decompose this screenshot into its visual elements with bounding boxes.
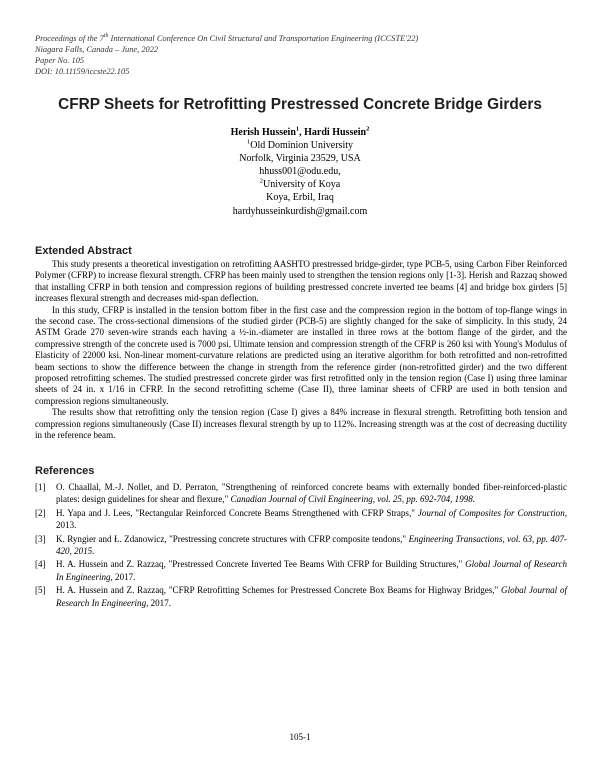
reference-item: [3] K. Ryngier and Ł. Zdanowicz, "Prestressing concrete structures with CFRP composite tendons," Engineering Transactions, vol. 63, pp. 407-420, 2015. [35, 533, 568, 557]
reference-list [35, 481, 567, 610]
abstract-body [35, 259, 567, 442]
author-block [0, 126, 600, 218]
affiliation-2-address: Koya, Erbil, Iraq [266, 192, 334, 204]
abstract-heading: Extended Abstract [35, 245, 132, 257]
page-number: 105-1 [289, 732, 311, 742]
affiliation-1-email: hhuss001@odu.edu, [259, 166, 341, 178]
abstract-paragraph-2: In this study, CFRP is installed in the tension bottom fiber in the first case and the compression region in the bottom of top-flange wings in the second case. The cross-sectional dimensions of the studied girder (PCB-5) are slightly changed for the sake of simplicity. In this study, 24 ASTM Grade 270 seven-wire strands each having a ½-in.-diameter are installed in three rows at the bottom flange of the girder, and the compressive strength of the concrete used is 7000 psi. Ultimate tension and compression strength of the CFRP is 260 ksi with Young's Modulus of Elasticity of 22000 ksi. Non-linear moment-curvature relations are predicted using an iterative algorithm for both retrofitted and non-retrofitted beam sections to show the difference between the change in strength from the reference girder (non-retrofitted girder) and the two different proposed retrofitting schemes. The studied prestressed concrete girder was first retrofitted only in the tension region (Case I) using three laminar sheets of 24 in. x 1/16 in CFRP. In the second retrofitting scheme (Case II), three laminar sheets of CFRP are used in both tension and compression regions simultaneously. [35, 304, 567, 406]
header-line-location: Niagara Falls, Canada – June, 2022 [35, 44, 159, 54]
header-line-conference: Proceedings of the 7th International Conference On Civil Structural and Transportation Engineering (ICCSTE'22) [35, 33, 419, 43]
author-names: Herish Hussein$^1$, Hardi Hussein$^2$ [230, 125, 370, 138]
reference-item: [4] H. A. Hussein and Z. Razzaq, "Prestressed Concrete Inverted Tee Beams With CFRP for Building Structures," Global Journal of Research In Engineering, 2017. [35, 559, 568, 582]
reference-item: [1] O. Chaallal, M.-J. Nollet, and D. Perraton, "Strengthening of reinforced concrete beams with externally bonded fiber-reinforced-plastic plates: design guidelines for shear and flexure," Canadian Journal of Civil Engineering, vol. 25, pp. 692-704, 1998. [35, 482, 567, 505]
proceedings-header [35, 31, 418, 77]
references-heading: References [35, 465, 95, 477]
header-line-doi: DOI: 10.11159/iccste22.105 [35, 66, 130, 76]
affiliation-2-email: hardyhusseinkurdish@gmail.com [232, 205, 368, 217]
paper-title: CFRP Sheets for Retrofitting Prestressed Concrete Bridge Girders [58, 96, 542, 113]
affiliation-2-name: $^2$University of Koya [259, 178, 341, 191]
affiliation-1-address: Norfolk, Virginia 23529, USA [239, 153, 361, 165]
reference-item: [2] H. Yapa and J. Lees, "Rectangular Reinforced Concrete Beams Strengthened with CFRP Straps," Journal of Composites for Construction, 2013. [35, 507, 567, 531]
abstract-paragraph-3: The results show that retrofitting only the tension region (Case I) gives a 84% increase in flexural strength. Retrofitting both tension and compression regions simultaneously (Case II) increases flexural strength by up to 112%. Increasing strength was at the cost of decreasing ductility in the reference beam. [35, 407, 567, 441]
header-line-paper-no: Paper No. 105 [35, 55, 85, 65]
abstract-paragraph-1: This study presents a theoretical investigation on retrofitting AASHTO prestressed bridge-girder, type PCB-5, using Carbon Fiber Reinforced Polymer (CFRP) to increase flexural strength. CFRP has been mainly used to strengthen the tension regions only [1-3]. Herish and Razzaq showed that installing CFRP in both tension and compression regions of building prestressed concrete inverted tee beams [4] and bridge box girders [5] increases flexural strength and decreases mid-span deflection. [35, 259, 567, 304]
affiliation-1-name: $^1$Old Dominion University [246, 138, 354, 152]
reference-item: [5] H. A. Hussein and Z. Razzaq, "CFRP Retrofitting Schemes for Prestressed Concrete Box Beams for Highway Bridges," Global Journal of Research In Engineering, 2017. [35, 585, 567, 608]
